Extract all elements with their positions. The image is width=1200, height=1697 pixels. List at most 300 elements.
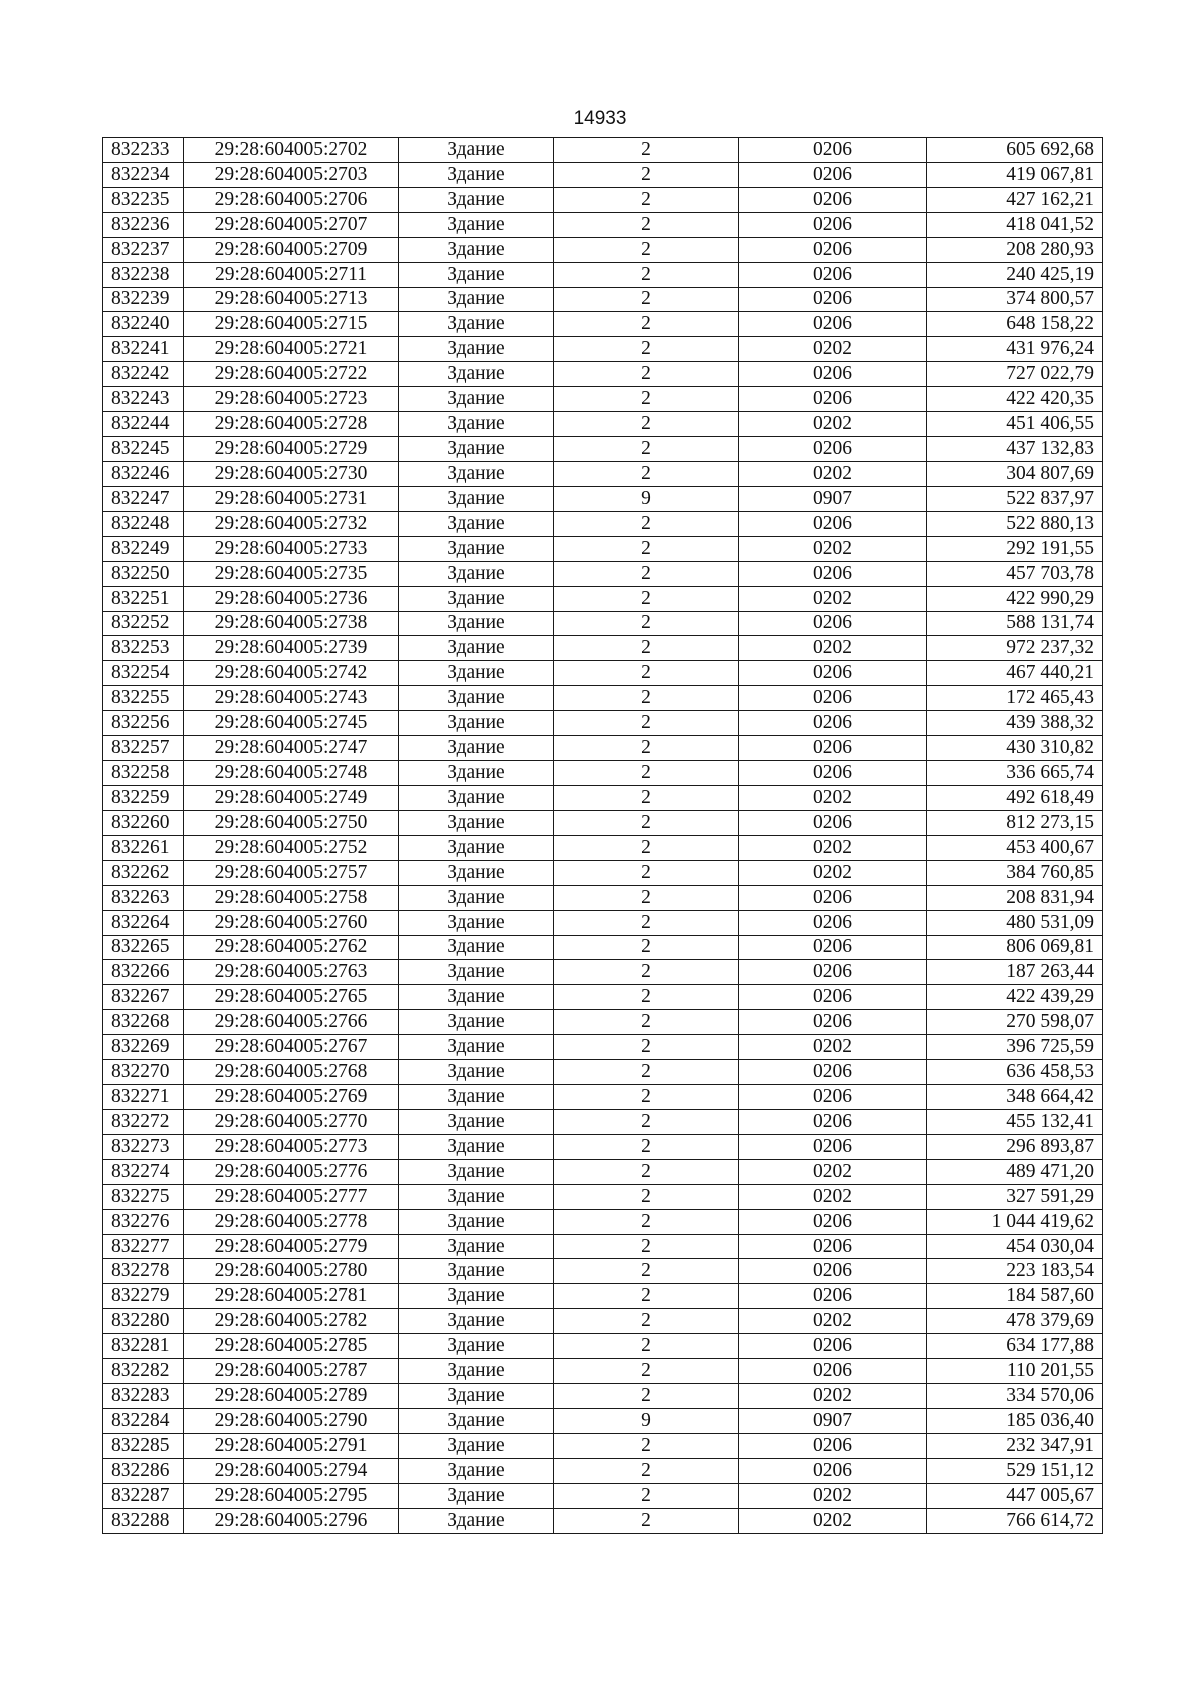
code-cell: 0206 — [739, 1134, 927, 1159]
cadastral-number-cell: 29:28:604005:2782 — [184, 1309, 399, 1334]
group-cell: 2 — [554, 711, 739, 736]
cadastral-number-cell: 29:28:604005:2789 — [184, 1384, 399, 1409]
object-type-cell: Здание — [399, 935, 554, 960]
table-row — [103, 1234, 1103, 1259]
cadastral-value-cell: 478 379,69 — [927, 1309, 1103, 1334]
cadastral-number-cell: 29:28:604005:2760 — [184, 910, 399, 935]
cadastral-number-cell: 29:28:604005:2795 — [184, 1483, 399, 1508]
row-number-cell: 832238 — [103, 262, 184, 287]
cadastral-value-cell: 439 388,32 — [927, 711, 1103, 736]
code-cell: 0202 — [739, 785, 927, 810]
table-row — [103, 511, 1103, 536]
object-type-cell: Здание — [399, 1060, 554, 1085]
group-cell: 2 — [554, 885, 739, 910]
cadastral-value-cell: 467 440,21 — [927, 661, 1103, 686]
table-row — [103, 262, 1103, 287]
group-cell: 2 — [554, 1035, 739, 1060]
row-number-cell: 832259 — [103, 785, 184, 810]
cadastral-value-cell: 1 044 419,62 — [927, 1209, 1103, 1234]
cadastral-value-cell: 223 183,54 — [927, 1259, 1103, 1284]
row-number-cell: 832233 — [103, 138, 184, 163]
table-row — [103, 1384, 1103, 1409]
table-row — [103, 387, 1103, 412]
group-cell: 2 — [554, 337, 739, 362]
cadastral-number-cell: 29:28:604005:2765 — [184, 985, 399, 1010]
code-cell: 0202 — [739, 835, 927, 860]
group-cell: 2 — [554, 1184, 739, 1209]
code-cell: 0206 — [739, 1433, 927, 1458]
object-type-cell: Здание — [399, 1284, 554, 1309]
code-cell: 0206 — [739, 1234, 927, 1259]
cadastral-number-cell: 29:28:604005:2730 — [184, 461, 399, 486]
cadastral-number-cell: 29:28:604005:2768 — [184, 1060, 399, 1085]
code-cell: 0206 — [739, 1109, 927, 1134]
cadastral-value-cell: 422 439,29 — [927, 985, 1103, 1010]
cadastral-number-cell: 29:28:604005:2796 — [184, 1508, 399, 1533]
object-type-cell: Здание — [399, 785, 554, 810]
row-number-cell: 832272 — [103, 1109, 184, 1134]
cadastral-value-cell: 812 273,15 — [927, 810, 1103, 835]
cadastral-value-cell: 396 725,59 — [927, 1035, 1103, 1060]
table-row — [103, 661, 1103, 686]
row-number-cell: 832283 — [103, 1384, 184, 1409]
group-cell: 2 — [554, 561, 739, 586]
cadastral-number-cell: 29:28:604005:2739 — [184, 636, 399, 661]
code-cell: 0206 — [739, 910, 927, 935]
object-type-cell: Здание — [399, 387, 554, 412]
cadastral-value-cell: 727 022,79 — [927, 362, 1103, 387]
cadastral-value-cell: 431 976,24 — [927, 337, 1103, 362]
cadastral-value-cell: 185 036,40 — [927, 1409, 1103, 1434]
table-row — [103, 761, 1103, 786]
object-type-cell: Здание — [399, 262, 554, 287]
code-cell: 0206 — [739, 985, 927, 1010]
cadastral-number-cell: 29:28:604005:2752 — [184, 835, 399, 860]
row-number-cell: 832266 — [103, 960, 184, 985]
group-cell: 2 — [554, 611, 739, 636]
cadastral-value-cell: 384 760,85 — [927, 860, 1103, 885]
row-number-cell: 832268 — [103, 1010, 184, 1035]
table-row — [103, 935, 1103, 960]
object-type-cell: Здание — [399, 1085, 554, 1110]
row-number-cell: 832234 — [103, 162, 184, 187]
object-type-cell: Здание — [399, 960, 554, 985]
object-type-cell: Здание — [399, 461, 554, 486]
table-row — [103, 187, 1103, 212]
cadastral-number-cell: 29:28:604005:2736 — [184, 586, 399, 611]
group-cell: 9 — [554, 1409, 739, 1434]
table-row — [103, 1184, 1103, 1209]
row-number-cell: 832244 — [103, 412, 184, 437]
code-cell: 0202 — [739, 337, 927, 362]
table-row — [103, 1035, 1103, 1060]
table-row — [103, 1010, 1103, 1035]
row-number-cell: 832255 — [103, 686, 184, 711]
row-number-cell: 832278 — [103, 1259, 184, 1284]
group-cell: 2 — [554, 1159, 739, 1184]
object-type-cell: Здание — [399, 1458, 554, 1483]
cadastral-value-cell: 492 618,49 — [927, 785, 1103, 810]
cadastral-value-cell: 634 177,88 — [927, 1334, 1103, 1359]
object-type-cell: Здание — [399, 1134, 554, 1159]
cadastral-number-cell: 29:28:604005:2703 — [184, 162, 399, 187]
code-cell: 0206 — [739, 885, 927, 910]
table-row — [103, 461, 1103, 486]
table-row — [103, 910, 1103, 935]
code-cell: 0206 — [739, 1284, 927, 1309]
cadastral-number-cell: 29:28:604005:2738 — [184, 611, 399, 636]
cadastral-value-cell: 454 030,04 — [927, 1234, 1103, 1259]
group-cell: 2 — [554, 960, 739, 985]
code-cell: 0202 — [739, 1159, 927, 1184]
row-number-cell: 832256 — [103, 711, 184, 736]
code-cell: 0206 — [739, 711, 927, 736]
code-cell: 0202 — [739, 412, 927, 437]
table-row — [103, 237, 1103, 262]
group-cell: 9 — [554, 486, 739, 511]
row-number-cell: 832251 — [103, 586, 184, 611]
row-number-cell: 832271 — [103, 1085, 184, 1110]
table-row — [103, 312, 1103, 337]
code-cell: 0206 — [739, 611, 927, 636]
row-number-cell: 832250 — [103, 561, 184, 586]
group-cell: 2 — [554, 636, 739, 661]
table-row — [103, 1309, 1103, 1334]
group-cell: 2 — [554, 661, 739, 686]
code-cell: 0202 — [739, 636, 927, 661]
group-cell: 2 — [554, 785, 739, 810]
table-row — [103, 1159, 1103, 1184]
cadastral-value-cell: 374 800,57 — [927, 287, 1103, 312]
group-cell: 2 — [554, 1010, 739, 1035]
object-type-cell: Здание — [399, 561, 554, 586]
cadastral-value-cell: 348 664,42 — [927, 1085, 1103, 1110]
object-type-cell: Здание — [399, 1334, 554, 1359]
group-cell: 2 — [554, 860, 739, 885]
group-cell: 2 — [554, 586, 739, 611]
table-row — [103, 686, 1103, 711]
table-row — [103, 1109, 1103, 1134]
cadastral-number-cell: 29:28:604005:2747 — [184, 736, 399, 761]
row-number-cell: 832240 — [103, 312, 184, 337]
code-cell: 0206 — [739, 1259, 927, 1284]
group-cell: 2 — [554, 835, 739, 860]
code-cell: 0202 — [739, 1483, 927, 1508]
cadastral-value-cell: 296 893,87 — [927, 1134, 1103, 1159]
table-row — [103, 636, 1103, 661]
cadastral-value-table — [102, 137, 1103, 1534]
code-cell: 0202 — [739, 586, 927, 611]
table-row — [103, 1409, 1103, 1434]
table-row — [103, 785, 1103, 810]
code-cell: 0206 — [739, 736, 927, 761]
table-row — [103, 362, 1103, 387]
cadastral-number-cell: 29:28:604005:2757 — [184, 860, 399, 885]
code-cell: 0206 — [739, 162, 927, 187]
cadastral-number-cell: 29:28:604005:2750 — [184, 810, 399, 835]
cadastral-number-cell: 29:28:604005:2743 — [184, 686, 399, 711]
code-cell: 0206 — [739, 810, 927, 835]
object-type-cell: Здание — [399, 1184, 554, 1209]
cadastral-value-cell: 427 162,21 — [927, 187, 1103, 212]
cadastral-value-cell: 437 132,83 — [927, 437, 1103, 462]
group-cell: 2 — [554, 312, 739, 337]
row-number-cell: 832265 — [103, 935, 184, 960]
group-cell: 2 — [554, 1109, 739, 1134]
cadastral-number-cell: 29:28:604005:2787 — [184, 1359, 399, 1384]
code-cell: 0202 — [739, 1384, 927, 1409]
object-type-cell: Здание — [399, 736, 554, 761]
group-cell: 2 — [554, 1334, 739, 1359]
table-row — [103, 138, 1103, 163]
table-row — [103, 985, 1103, 1010]
object-type-cell: Здание — [399, 611, 554, 636]
row-number-cell: 832276 — [103, 1209, 184, 1234]
group-cell: 2 — [554, 262, 739, 287]
row-number-cell: 832262 — [103, 860, 184, 885]
object-type-cell: Здание — [399, 1109, 554, 1134]
cadastral-number-cell: 29:28:604005:2748 — [184, 761, 399, 786]
table-row — [103, 1209, 1103, 1234]
table-row — [103, 611, 1103, 636]
code-cell: 0206 — [739, 287, 927, 312]
table-row — [103, 1433, 1103, 1458]
object-type-cell: Здание — [399, 511, 554, 536]
cadastral-value-cell: 457 703,78 — [927, 561, 1103, 586]
object-type-cell: Здание — [399, 636, 554, 661]
group-cell: 2 — [554, 761, 739, 786]
table-row — [103, 860, 1103, 885]
row-number-cell: 832258 — [103, 761, 184, 786]
group-cell: 2 — [554, 1209, 739, 1234]
page-number: 14933 — [573, 108, 627, 129]
code-cell: 0206 — [739, 1085, 927, 1110]
cadastral-value-cell: 208 280,93 — [927, 237, 1103, 262]
cadastral-value-cell: 422 990,29 — [927, 586, 1103, 611]
object-type-cell: Здание — [399, 237, 554, 262]
code-cell: 0202 — [739, 860, 927, 885]
cadastral-number-cell: 29:28:604005:2781 — [184, 1284, 399, 1309]
code-cell: 0206 — [739, 262, 927, 287]
object-type-cell: Здание — [399, 1309, 554, 1334]
code-cell: 0206 — [739, 187, 927, 212]
table-row — [103, 162, 1103, 187]
object-type-cell: Здание — [399, 362, 554, 387]
row-number-cell: 832248 — [103, 511, 184, 536]
group-cell: 2 — [554, 810, 739, 835]
code-cell: 0206 — [739, 138, 927, 163]
object-type-cell: Здание — [399, 1508, 554, 1533]
object-type-cell: Здание — [399, 761, 554, 786]
cadastral-value-cell: 972 237,32 — [927, 636, 1103, 661]
group-cell: 2 — [554, 1359, 739, 1384]
table-body — [103, 138, 1103, 1534]
cadastral-number-cell: 29:28:604005:2715 — [184, 312, 399, 337]
group-cell: 2 — [554, 1309, 739, 1334]
cadastral-value-cell: 648 158,22 — [927, 312, 1103, 337]
object-type-cell: Здание — [399, 985, 554, 1010]
row-number-cell: 832235 — [103, 187, 184, 212]
cadastral-number-cell: 29:28:604005:2777 — [184, 1184, 399, 1209]
cadastral-number-cell: 29:28:604005:2780 — [184, 1259, 399, 1284]
code-cell: 0206 — [739, 387, 927, 412]
table-row — [103, 1458, 1103, 1483]
group-cell: 2 — [554, 1483, 739, 1508]
object-type-cell: Здание — [399, 312, 554, 337]
table-row — [103, 1334, 1103, 1359]
code-cell: 0206 — [739, 212, 927, 237]
group-cell: 2 — [554, 387, 739, 412]
cadastral-number-cell: 29:28:604005:2758 — [184, 885, 399, 910]
row-number-cell: 832252 — [103, 611, 184, 636]
object-type-cell: Здание — [399, 1035, 554, 1060]
object-type-cell: Здание — [399, 1409, 554, 1434]
cadastral-number-cell: 29:28:604005:2749 — [184, 785, 399, 810]
row-number-cell: 832274 — [103, 1159, 184, 1184]
row-number-cell: 832241 — [103, 337, 184, 362]
cadastral-number-cell: 29:28:604005:2711 — [184, 262, 399, 287]
cadastral-value-cell: 447 005,67 — [927, 1483, 1103, 1508]
group-cell: 2 — [554, 1259, 739, 1284]
cadastral-number-cell: 29:28:604005:2791 — [184, 1433, 399, 1458]
object-type-cell: Здание — [399, 138, 554, 163]
group-cell: 2 — [554, 1458, 739, 1483]
cadastral-value-cell: 455 132,41 — [927, 1109, 1103, 1134]
code-cell: 0202 — [739, 1309, 927, 1334]
table-row — [103, 711, 1103, 736]
cadastral-value-cell: 292 191,55 — [927, 536, 1103, 561]
object-type-cell: Здание — [399, 437, 554, 462]
cadastral-value-cell: 327 591,29 — [927, 1184, 1103, 1209]
row-number-cell: 832287 — [103, 1483, 184, 1508]
cadastral-value-cell: 806 069,81 — [927, 935, 1103, 960]
table-row — [103, 486, 1103, 511]
object-type-cell: Здание — [399, 1234, 554, 1259]
cadastral-number-cell: 29:28:604005:2733 — [184, 536, 399, 561]
code-cell: 0206 — [739, 437, 927, 462]
cadastral-value-cell: 208 831,94 — [927, 885, 1103, 910]
group-cell: 2 — [554, 686, 739, 711]
object-type-cell: Здание — [399, 885, 554, 910]
row-number-cell: 832270 — [103, 1060, 184, 1085]
cadastral-number-cell: 29:28:604005:2721 — [184, 337, 399, 362]
object-type-cell: Здание — [399, 686, 554, 711]
cadastral-value-cell: 232 347,91 — [927, 1433, 1103, 1458]
group-cell: 2 — [554, 935, 739, 960]
group-cell: 2 — [554, 1234, 739, 1259]
code-cell: 0206 — [739, 1010, 927, 1035]
table-row — [103, 835, 1103, 860]
table-row — [103, 337, 1103, 362]
object-type-cell: Здание — [399, 187, 554, 212]
row-number-cell: 832281 — [103, 1334, 184, 1359]
object-type-cell: Здание — [399, 1259, 554, 1284]
cadastral-value-cell: 172 465,43 — [927, 686, 1103, 711]
row-number-cell: 832261 — [103, 835, 184, 860]
row-number-cell: 832285 — [103, 1433, 184, 1458]
cadastral-value-cell: 110 201,55 — [927, 1359, 1103, 1384]
row-number-cell: 832269 — [103, 1035, 184, 1060]
object-type-cell: Здание — [399, 860, 554, 885]
cadastral-number-cell: 29:28:604005:2722 — [184, 362, 399, 387]
cadastral-number-cell: 29:28:604005:2729 — [184, 437, 399, 462]
cadastral-value-cell: 489 471,20 — [927, 1159, 1103, 1184]
table-row — [103, 1508, 1103, 1533]
row-number-cell: 832284 — [103, 1409, 184, 1434]
code-cell: 0202 — [739, 1508, 927, 1533]
cadastral-value-cell: 453 400,67 — [927, 835, 1103, 860]
cadastral-number-cell: 29:28:604005:2709 — [184, 237, 399, 262]
table-row — [103, 287, 1103, 312]
code-cell: 0206 — [739, 511, 927, 536]
table-row — [103, 536, 1103, 561]
cadastral-value-cell: 418 041,52 — [927, 212, 1103, 237]
row-number-cell: 832249 — [103, 536, 184, 561]
group-cell: 2 — [554, 985, 739, 1010]
row-number-cell: 832286 — [103, 1458, 184, 1483]
code-cell: 0206 — [739, 1458, 927, 1483]
cadastral-value-cell: 480 531,09 — [927, 910, 1103, 935]
cadastral-value-cell: 184 587,60 — [927, 1284, 1103, 1309]
code-cell: 0206 — [739, 761, 927, 786]
row-number-cell: 832254 — [103, 661, 184, 686]
group-cell: 2 — [554, 1284, 739, 1309]
group-cell: 2 — [554, 1085, 739, 1110]
table-row — [103, 960, 1103, 985]
code-cell: 0206 — [739, 1209, 927, 1234]
cadastral-number-cell: 29:28:604005:2745 — [184, 711, 399, 736]
row-number-cell: 832257 — [103, 736, 184, 761]
code-cell: 0206 — [739, 686, 927, 711]
table-row — [103, 412, 1103, 437]
row-number-cell: 832267 — [103, 985, 184, 1010]
cadastral-value-cell: 636 458,53 — [927, 1060, 1103, 1085]
cadastral-value-cell: 336 665,74 — [927, 761, 1103, 786]
group-cell: 2 — [554, 237, 739, 262]
object-type-cell: Здание — [399, 1483, 554, 1508]
code-cell: 0206 — [739, 1359, 927, 1384]
cadastral-number-cell: 29:28:604005:2742 — [184, 661, 399, 686]
table-row — [103, 1483, 1103, 1508]
row-number-cell: 832246 — [103, 461, 184, 486]
object-type-cell: Здание — [399, 287, 554, 312]
object-type-cell: Здание — [399, 1384, 554, 1409]
row-number-cell: 832245 — [103, 437, 184, 462]
cadastral-number-cell: 29:28:604005:2785 — [184, 1334, 399, 1359]
cadastral-value-cell: 451 406,55 — [927, 412, 1103, 437]
cadastral-value-cell: 187 263,44 — [927, 960, 1103, 985]
cadastral-number-cell: 29:28:604005:2778 — [184, 1209, 399, 1234]
code-cell: 0206 — [739, 1060, 927, 1085]
group-cell: 2 — [554, 536, 739, 561]
group-cell: 2 — [554, 187, 739, 212]
group-cell: 2 — [554, 736, 739, 761]
code-cell: 0202 — [739, 1184, 927, 1209]
cadastral-number-cell: 29:28:604005:2779 — [184, 1234, 399, 1259]
object-type-cell: Здание — [399, 1159, 554, 1184]
object-type-cell: Здание — [399, 1209, 554, 1234]
object-type-cell: Здание — [399, 661, 554, 686]
object-type-cell: Здание — [399, 810, 554, 835]
table-row — [103, 212, 1103, 237]
code-cell: 0907 — [739, 486, 927, 511]
group-cell: 2 — [554, 162, 739, 187]
object-type-cell: Здание — [399, 711, 554, 736]
cadastral-value-cell: 529 151,12 — [927, 1458, 1103, 1483]
cadastral-number-cell: 29:28:604005:2762 — [184, 935, 399, 960]
row-number-cell: 832242 — [103, 362, 184, 387]
row-number-cell: 832275 — [103, 1184, 184, 1209]
